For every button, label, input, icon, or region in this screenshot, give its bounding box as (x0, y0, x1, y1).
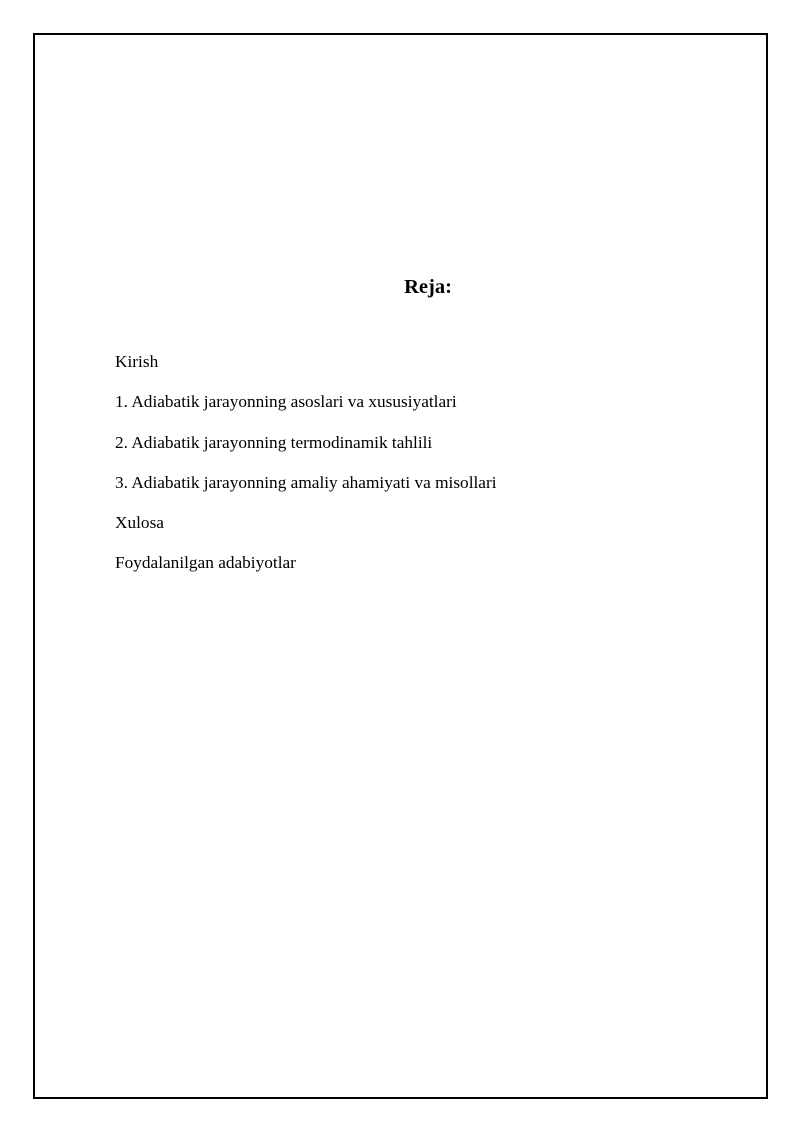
toc-item-section-1: 1. Adiabatik jarayonning asoslari va xususiyatlari (115, 392, 457, 412)
toc-item-section-3: 3. Adiabatik jarayonning amaliy ahamiyati va misollari (115, 472, 497, 492)
toc-item-references: Foydalanilgan adabiyotlar (115, 553, 296, 573)
toc-item-section-2: 2. Adiabatik jarayonning termodinamik tahlili (115, 432, 433, 452)
page-title: Reja: (404, 276, 452, 298)
table-of-contents (115, 350, 497, 592)
toc-item-introduction: Kirish (115, 352, 159, 371)
toc-item-conclusion: Xulosa (115, 513, 164, 533)
